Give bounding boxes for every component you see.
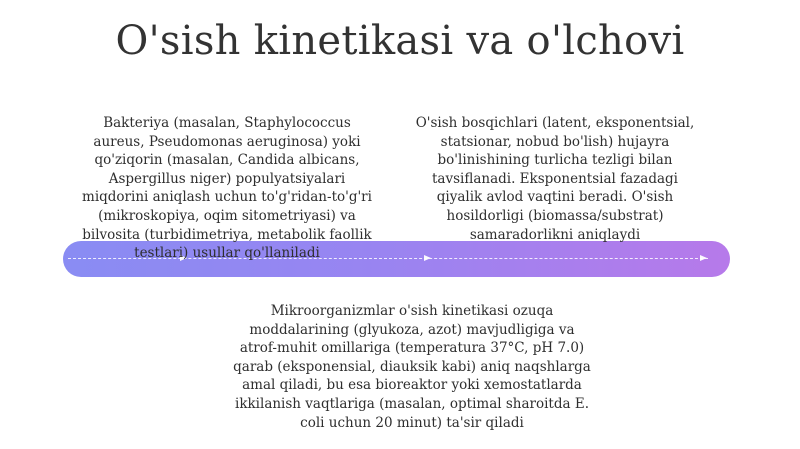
text-block-growth-phases: O'sish bosqichlari (latent, eksponentsial, statsionar, nobud bo'lish) hujayra bo'linishining turlicha tezligi bilan tavsiflanadi. Eksponentsial fazadagi qiyalik avlod vaqtini beradi. O'sish hosildorligi (biomassa/substrat) samaradorlikni aniqlaydi <box>415 115 695 243</box>
text-block-measurement-methods: Bakteriya (masalan, Staphylococcus aureus, Pseudomonas aeruginosa) yoki qo'ziqorin (masalan, Candida albicans, Aspergillus niger) populyatsiyalari miqdorini aniqlash uchun to'g'ridan-to'g'ri (mikroskopiya, oqim sitometriyasi) va bilvosita (turbidimetriya, metabolik faollik testlari) usullar qo'llaniladi <box>82 115 372 262</box>
slide-title: O'sish kinetikasi va o'lchovi <box>115 18 685 64</box>
text-block-growth-kinetics: Mikroorganizmlar o'sish kinetikasi ozuqa moddalarining (glyukoza, azot) mavjudligiga va atrof-muhit omillariga (temperatura 37°C, pH 7.0) qarab (eksponensial, diauksik kabi) aniq naqshlarga amal qiladi, bu esa bioreaktor yoki xemostatlarda ikkilanish vaqtlariga (masalan, optimal sharoitda E. coli uchun 20 minut) ta'sir qiladi <box>233 303 591 431</box>
arrow-right-icon <box>424 255 431 261</box>
arrow-right-icon <box>700 255 707 261</box>
